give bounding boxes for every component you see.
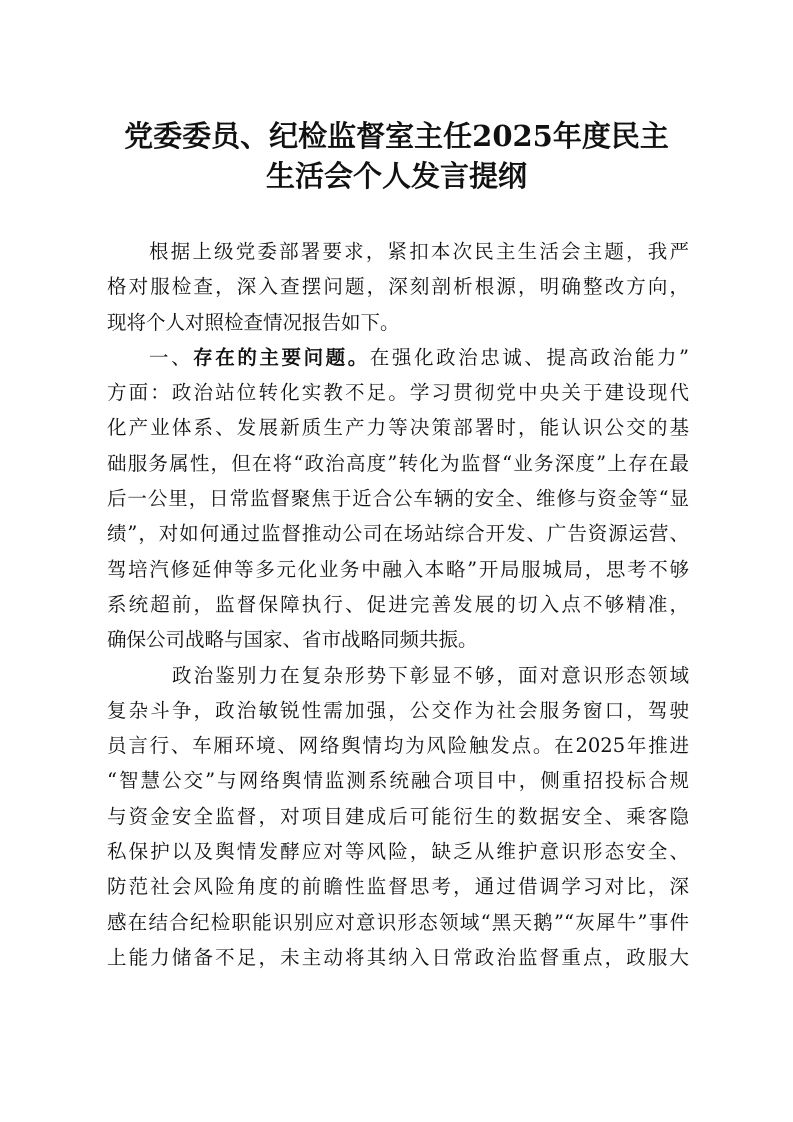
- paragraph-problems: [107, 340, 689, 658]
- text-line: 与资金安全监督，对项目建成后可能衍生的数据安全、乘客隐: [107, 804, 689, 828]
- document-body: [107, 234, 689, 975]
- text-line: 员言行、车厢环境、网络舆情均为风险触发点。在2025年推进: [107, 734, 689, 758]
- text-line: 系统超前，监督保障执行、促进完善发展的切入点不够精准，: [107, 592, 689, 616]
- section-heading: 存在的主要问题。: [193, 345, 370, 369]
- text-line: 格对服检查，深入查摆问题，深刻剖析根源，明确整改方向，: [107, 275, 689, 299]
- text-line: 防范社会风险角度的前瞻性监督思考，通过借调学习对比，深: [107, 875, 689, 899]
- section-text: 在强化政治忠诚、提高政治能力”: [369, 345, 689, 369]
- text-line: 绩”，对如何通过监督推动公司在场站综合开发、广告资源运营、: [107, 522, 689, 546]
- text-line: 化产业体系、发展新质生产力等决策部署时，能认识公交的基: [107, 416, 689, 440]
- text-line: 础服务属性，但在将“政治高度”转化为监督“业务深度”上存在最: [107, 451, 689, 475]
- text-line: 上能力储备不足，未主动将其纳入日常政治监督重点，政服大: [107, 945, 689, 969]
- text-line: 私保护以及舆情发酵应对等风险，缺乏从维护意识形态安全、: [107, 840, 689, 864]
- text-line: 根据上级党委部署要求，紧扣本次民主生活会主题，我严: [149, 240, 689, 263]
- text-line: 感在结合纪检职能识别应对意识形态领域“黑天鹅”“灰犀牛”事件: [107, 910, 689, 934]
- paragraph-intro: [107, 234, 689, 340]
- document-title: [0, 116, 793, 196]
- text-line: “智慧公交”与网络舆情监测系统融合项目中，侧重招投标合规: [107, 769, 689, 793]
- text-line: [107, 340, 689, 375]
- title-line-2: 生活会个人发言提纲: [265, 159, 527, 193]
- text-line: 复杂斗争，政治敏锐性需加强，公交作为社会服务窗口，驾驶: [107, 698, 689, 722]
- text-line: 驾培汽修延伸等多元化业务中融入本略”开局服城局，思考不够: [107, 557, 689, 581]
- title-line-1: 党委委员、纪检监督室主任2025年度民主: [124, 119, 669, 153]
- text-line: 后一公里，日常监督聚焦于近合公车辆的安全、维修与资金等“显: [107, 487, 689, 511]
- text-line: 方面：政治站位转化实教不足。学习贯彻党中央关于建设现代: [107, 381, 689, 405]
- section-number: 一、: [149, 345, 194, 369]
- text-line: 政治鉴别力在复杂形势下彰显不够，面对意识形态领域: [172, 663, 689, 687]
- text-line: 确保公司战略与国家、省市战略同频共振。: [107, 628, 478, 652]
- paragraph-political-discernment: [107, 658, 689, 976]
- text-line: 现将个人对照检查情况报告如下。: [107, 310, 400, 334]
